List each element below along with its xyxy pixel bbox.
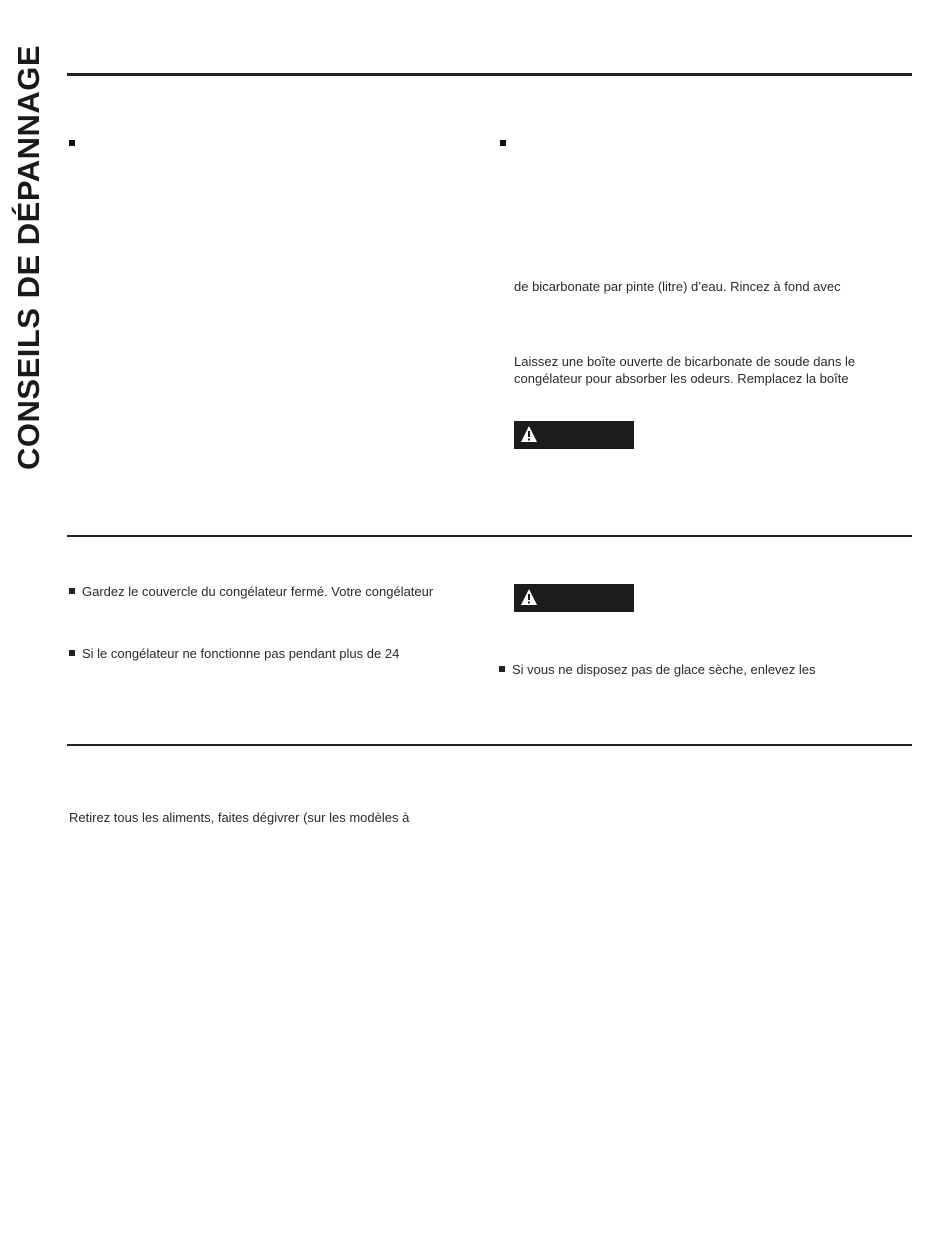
section-divider xyxy=(67,744,912,746)
list-item xyxy=(69,583,433,600)
section-divider xyxy=(67,535,912,537)
odor-text-line: Laissez une boîte ouverte de bicarbonate de soude dans le xyxy=(514,354,856,369)
square-bullet-icon xyxy=(69,140,75,146)
square-bullet-icon xyxy=(69,650,75,656)
odor-text-line: congélateur pour absorber les odeurs. Remplacez la boîte xyxy=(514,371,849,386)
top-divider xyxy=(67,73,912,76)
warning-triangle-icon xyxy=(520,588,538,606)
warning-label xyxy=(514,584,634,612)
list-item-text: Si vous ne disposez pas de glace sèche, enlevez les xyxy=(512,662,816,677)
list-item xyxy=(499,661,816,678)
side-section-title: CONSEILS DE DÉPANNAGE xyxy=(11,44,46,470)
square-bullet-icon xyxy=(69,588,75,594)
square-bullet-icon xyxy=(500,140,506,146)
cleaning-text-line: de bicarbonate par pinte (litre) d’eau. Rincez à fond avec xyxy=(514,279,841,294)
warning-triangle-icon xyxy=(520,425,538,443)
list-item-text: Si le congélateur ne fonctionne pas pendant plus de 24 xyxy=(82,646,400,661)
square-bullet-icon xyxy=(499,666,505,672)
list-item-text: Gardez le couvercle du congélateur fermé. Votre congélateur xyxy=(82,584,434,599)
list-item xyxy=(69,645,399,662)
storage-text-line: Retirez tous les aliments, faites dégivrer (sur les modèles à xyxy=(69,810,410,825)
warning-label xyxy=(514,421,634,449)
